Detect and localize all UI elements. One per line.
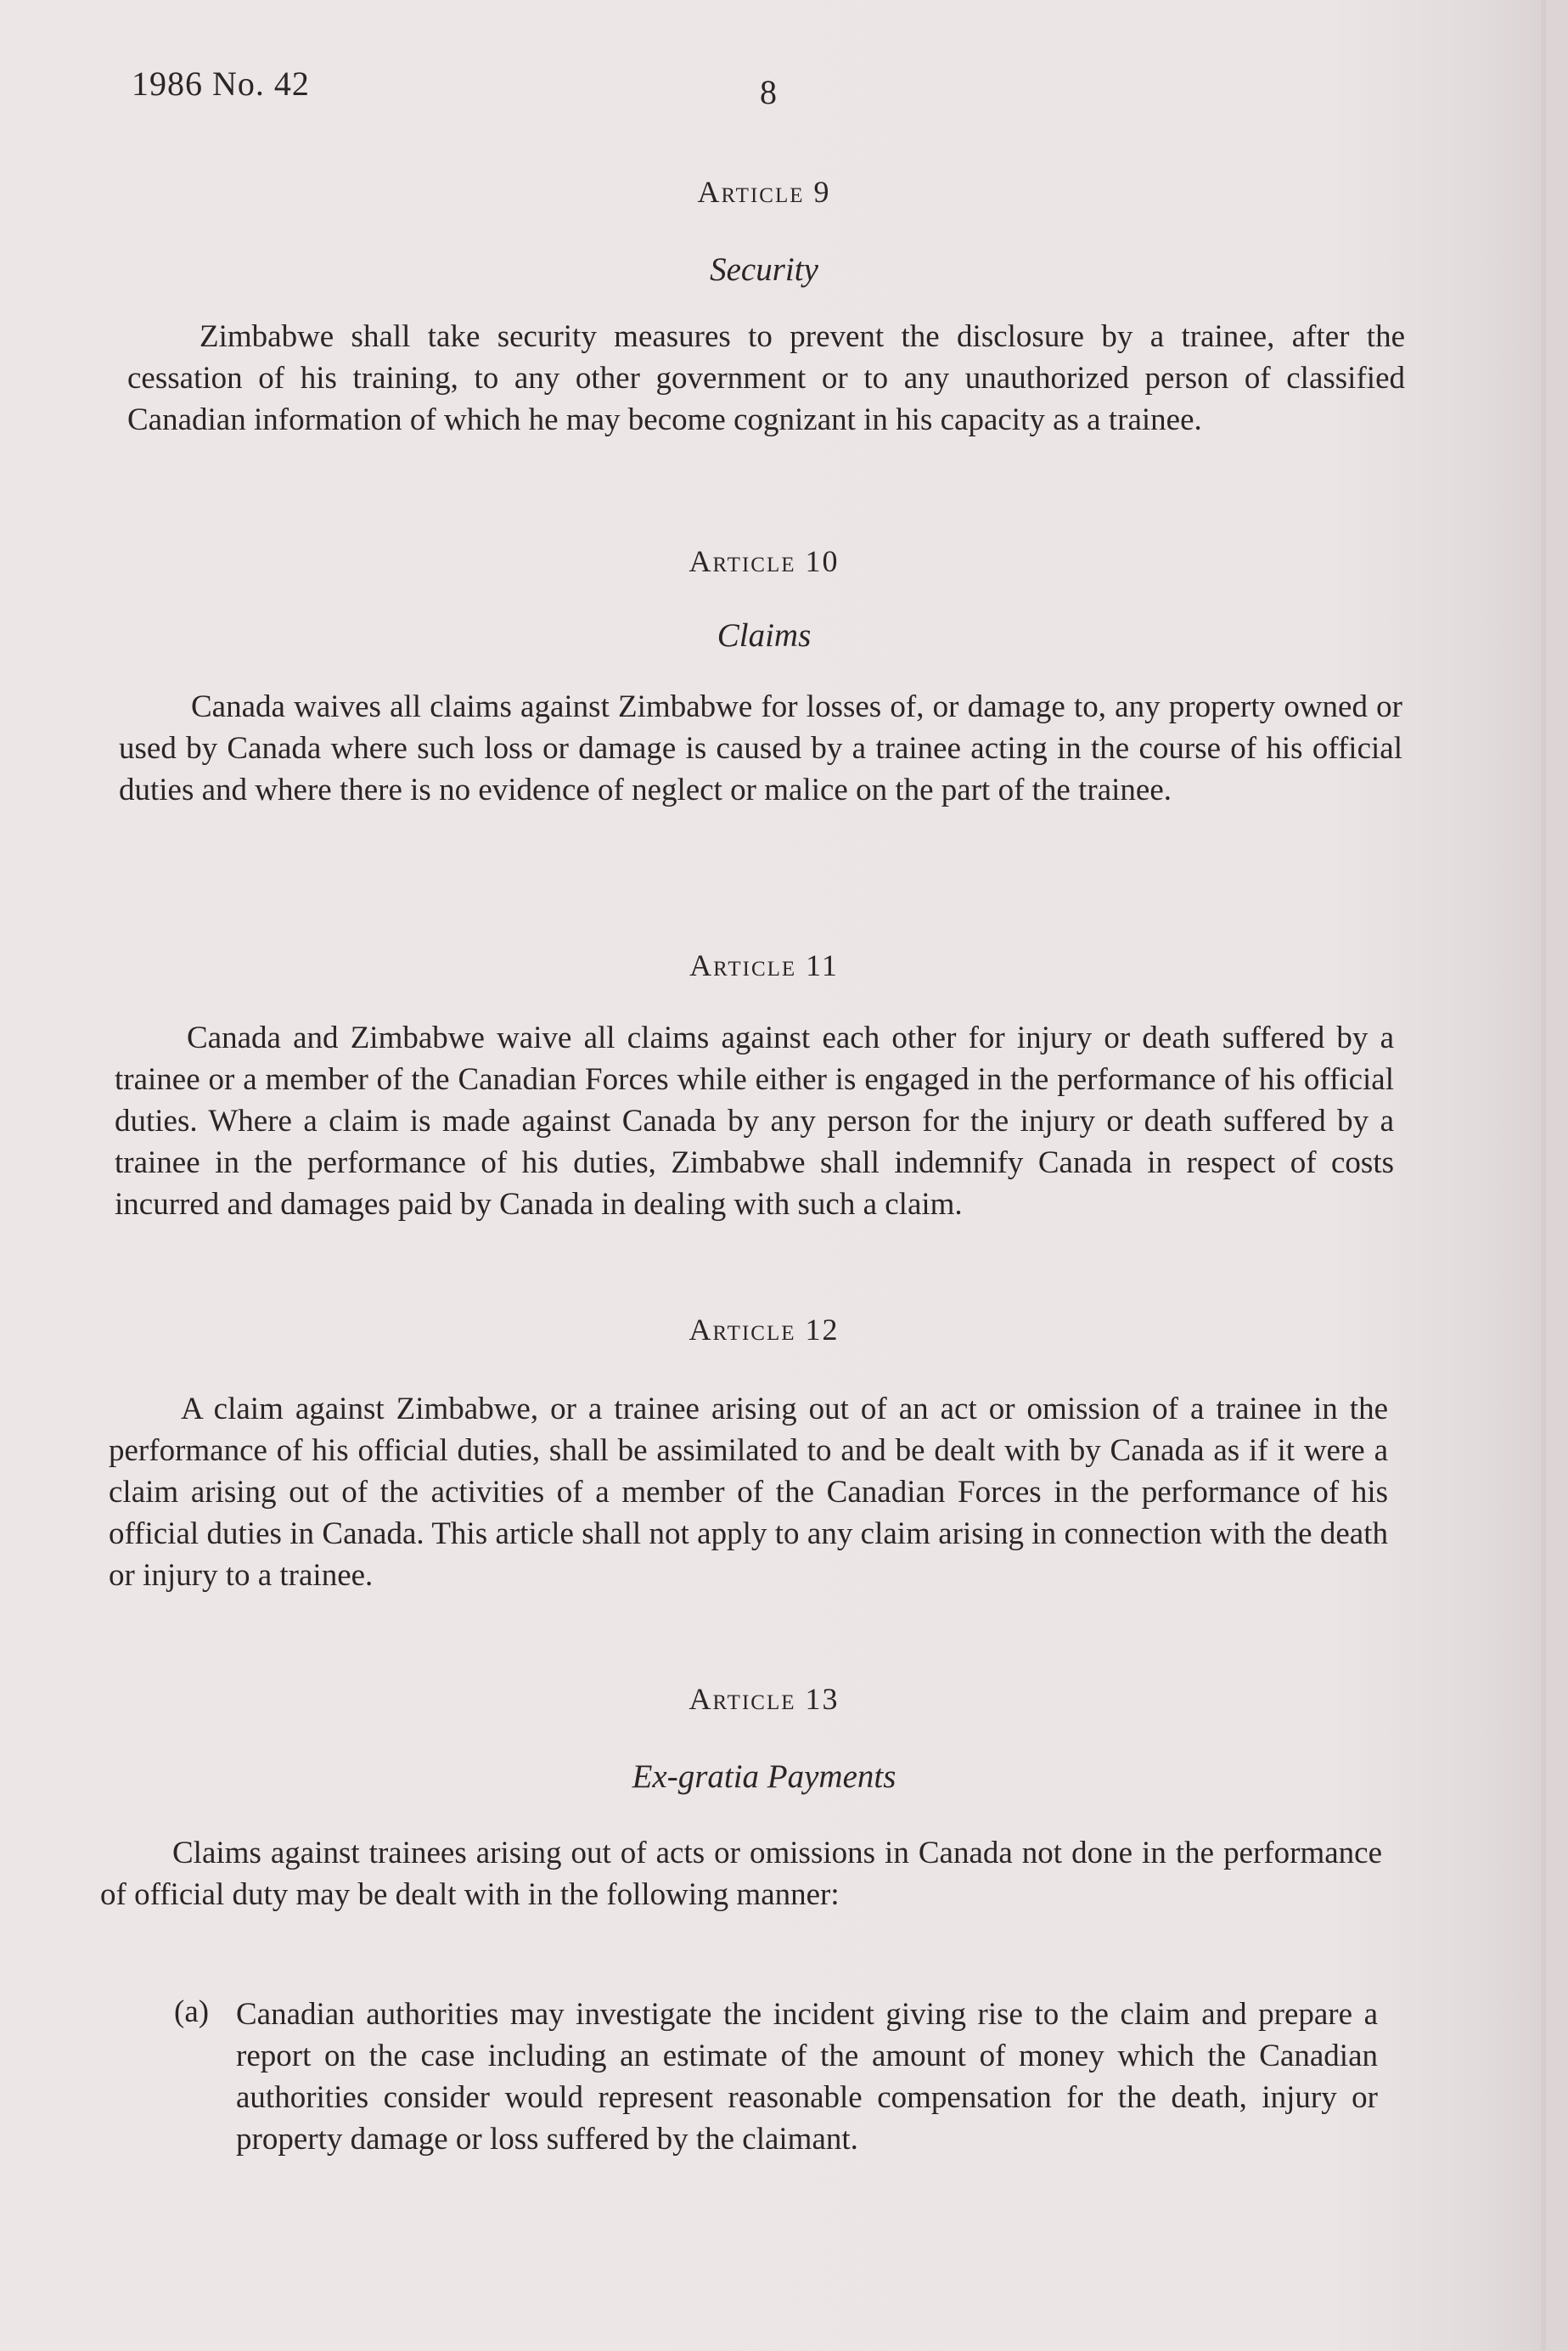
article-10-subtitle: Claims [717,617,812,654]
page-fold-line [1541,0,1546,2351]
article-10-heading: Article 10 [688,544,840,578]
article-9-subtitle: Security [710,251,818,288]
list-item-marker: (a) [174,1994,210,2029]
list-item-text: Canadian authorities may investigate the incident giving rise to the claim and prepare a report on the case including an estimate of the amount of money which the Canadian authorities consider would represent reasonable compensation for the death, injury or property damage or loss suffered by the claimant. [236,1997,1378,2157]
article-12-paragraph: A claim against Zimbabwe, or a trainee arising out of an act or omission of a trainee in the performance of his official duties, shall be assimilated to and be dealt with by Canada as if it were a claim arising out of the activities of a member of the Canadian Forces in the performance of his official duties in Canada. This article shall not apply to any claim arising in connection with the death or injury to a trainee. [109,1392,1388,1593]
year-number: 1986 No. 42 [132,65,310,103]
page-header [132,64,1405,115]
article-11-paragraph: Canada and Zimbabwe waive all claims against each other for injury or death suffered by a trainee or a member of the Canadian Forces while either is engaged in the performance of his official duties. Where a claim is made against Canada by any person for the injury or death suffered by a trainee in the performance of his duties, Zimbabwe shall indemnify Canada in respect of costs incurred and damages paid by Canada in dealing with such a claim. [115,1021,1394,1222]
page-edge [1546,0,1568,2351]
article-11-heading: Article 11 [689,948,839,982]
article-10-paragraph: Canada waives all claims against Zimbabwe for losses of, or damage to, any property owned or used by Canada where such loss or damage is caused by a trainee acting in the course of his official duties and where there is no evidence of neglect or malice on the part of the trainee. [119,689,1402,807]
article-13-paragraph: Claims against trainees arising out of acts or omissions in Canada not done in the performance of official duty may be dealt with in the following manner: [100,1836,1382,1912]
article-13-subtitle: Ex-gratia Payments [632,1758,896,1795]
article-13-heading: Article 13 [688,1682,840,1716]
article-12-heading: Article 12 [688,1313,840,1347]
page-number: 8 [760,73,777,111]
article-9-paragraph: Zimbabwe shall take security measures to prevent the disclosure by a trainee, after the cessation of his training, to any other government or to any unauthorized person of classified Canadian information of which he may become cognizant in his capacity as a trainee. [127,319,1405,437]
article-9-heading: Article 9 [697,175,831,209]
